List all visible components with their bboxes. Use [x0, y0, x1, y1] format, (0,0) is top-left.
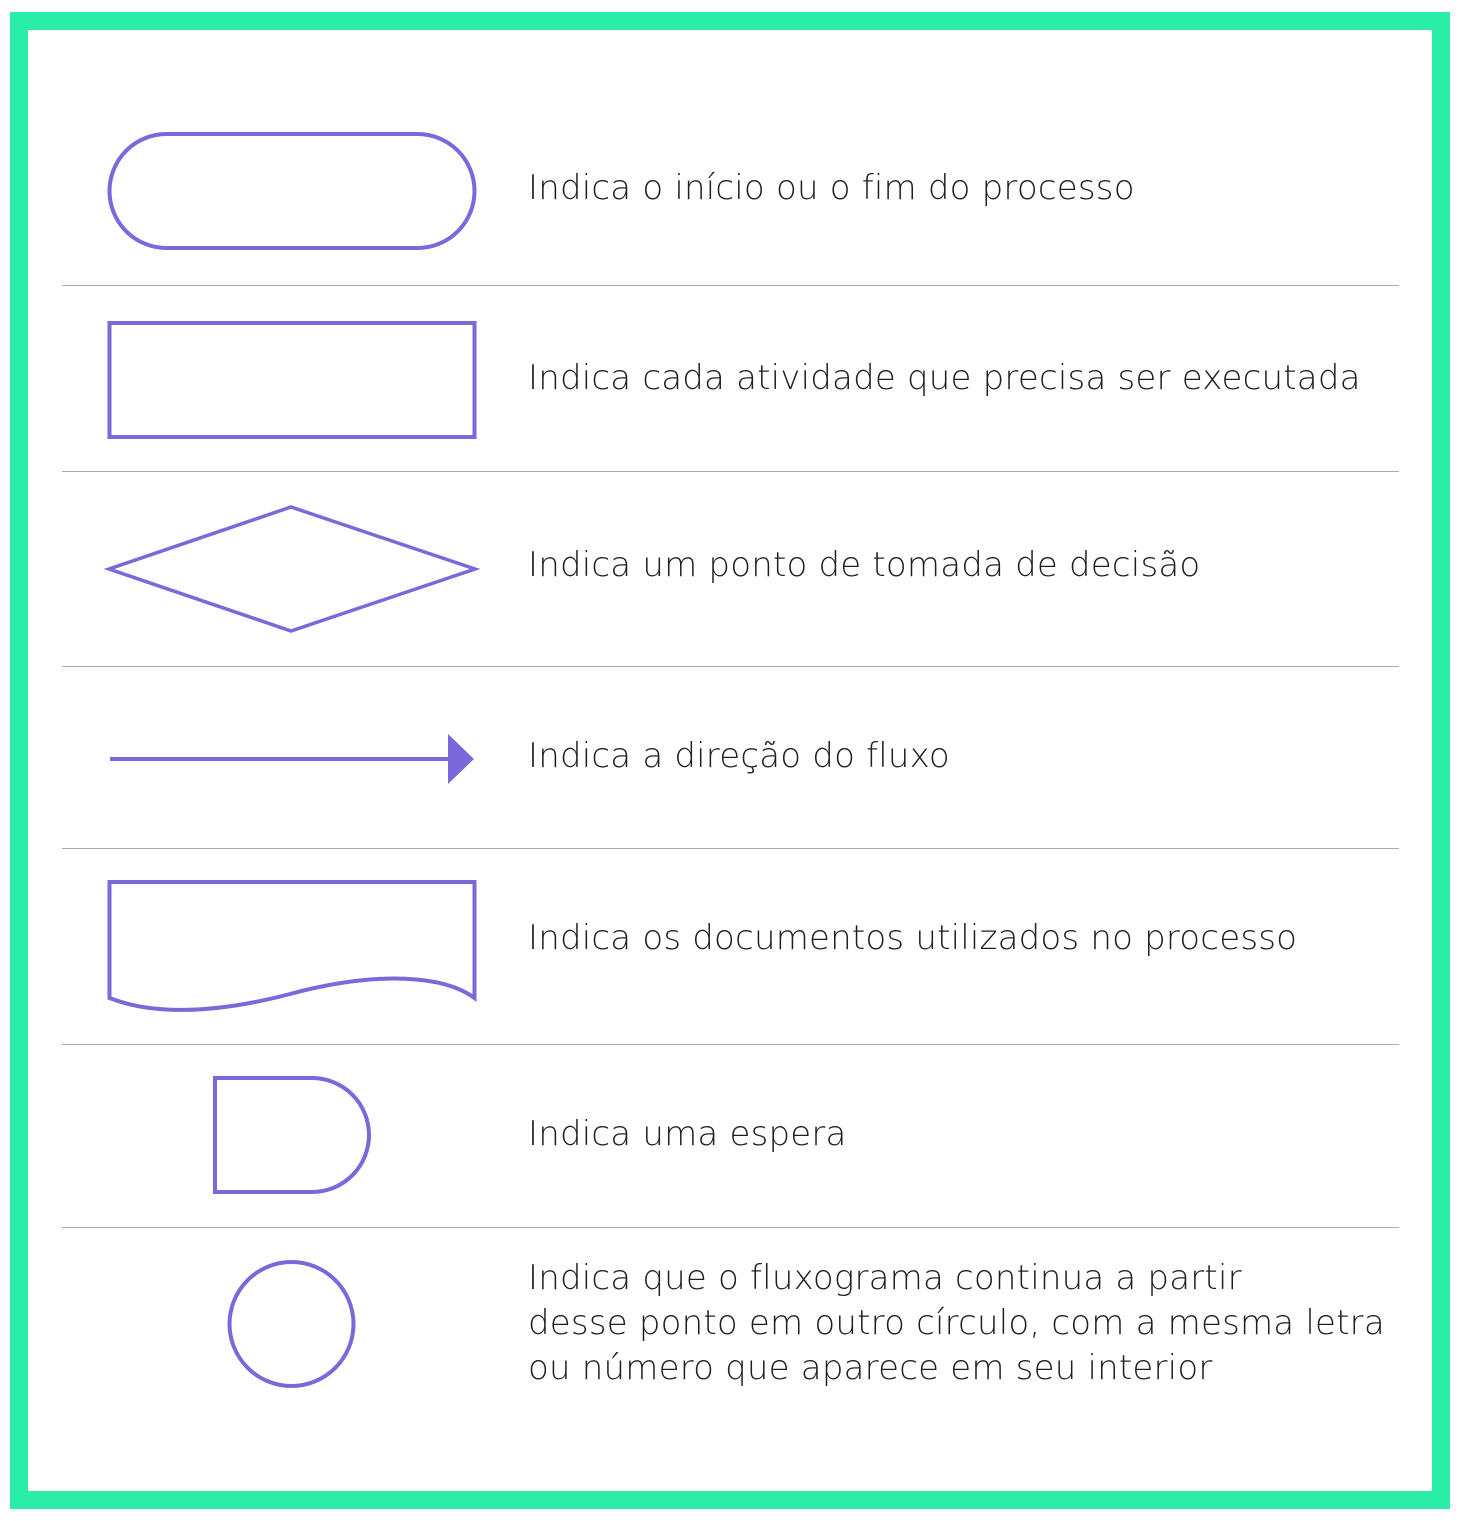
process-description: Indica cada atividade que precisa ser executada	[528, 358, 1361, 398]
delay-symbol-icon	[90, 1076, 494, 1196]
decision-description: Indica um ponto de tomada de decisão	[528, 545, 1201, 585]
process-symbol-icon	[90, 321, 494, 441]
terminator-description: Indica o início ou o fim do processo	[528, 168, 1135, 208]
flow-arrow-description: Indica a direção do fluxo	[528, 736, 950, 776]
flow-arrow-icon	[90, 733, 494, 785]
document-symbol-icon	[90, 880, 494, 1016]
row-divider	[62, 1044, 1399, 1045]
connector-description-line-2: desse ponto em outro círculo, com a mesma letra	[528, 1303, 1385, 1343]
terminator-symbol-icon	[90, 132, 494, 252]
delay-description: Indica uma espera	[528, 1114, 847, 1154]
row-divider	[62, 1227, 1399, 1228]
connector-description-line-1: Indica que o fluxograma continua a partir	[528, 1258, 1242, 1298]
row-divider	[62, 666, 1399, 667]
row-divider	[62, 848, 1399, 849]
row-divider	[62, 471, 1399, 472]
decision-symbol-icon	[90, 505, 494, 635]
connector-symbol-icon	[90, 1260, 494, 1390]
connector-description	[528, 1256, 1385, 1391]
row-divider	[62, 285, 1399, 286]
document-description: Indica os documentos utilizados no processo	[528, 918, 1298, 958]
connector-description-line-3: ou número que aparece em seu interior	[528, 1348, 1213, 1388]
